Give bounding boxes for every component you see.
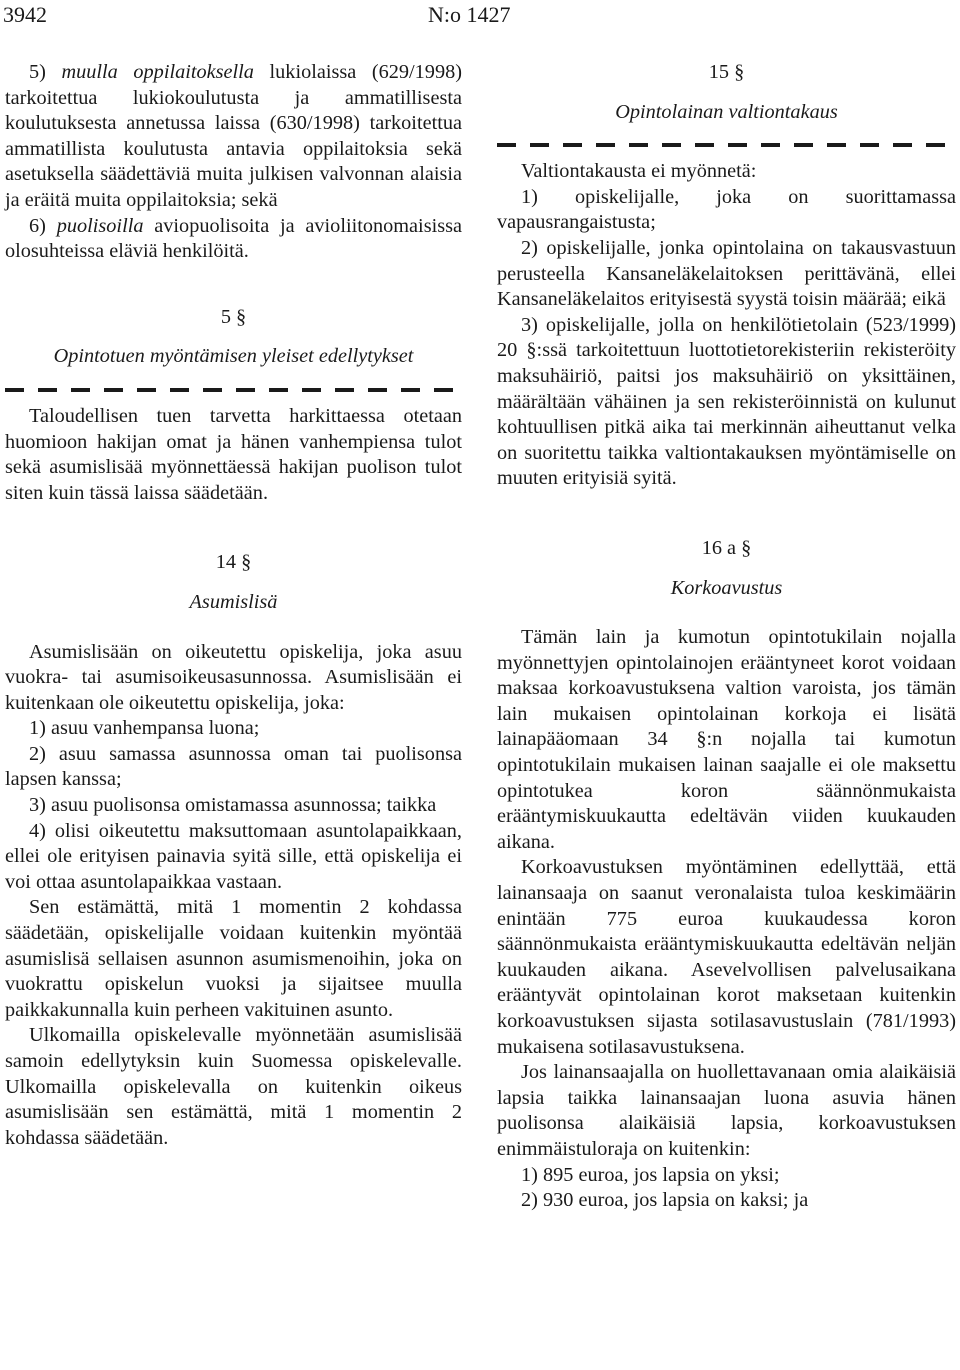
section-paragraph: Tämän lain ja kumotun opintotukilain nojalla myönnettyjen opintolainojen erääntyneet korot voidaan maksaa korkoavustuksena valtion varoista, jos tämän lain mukaisen opintolainan korkoja ei lisätä lainapääomaan 34 §:n nojalla tai kumotun opintotukilain mukaisen lainan saajalle ei ole maksettu opintotukea koron säännönmukaista erääntymiskuukautta edeltävän viiden kuukauden aikana. bbox=[497, 626, 956, 853]
list-item: 4) olisi oikeutettu maksuttomaan asuntolapaikkaan, ellei ole erityisen painavia syitä sille, että opiskelija ei voi ottaa asuntolapaikkaa vastaan. bbox=[5, 819, 462, 893]
section-title: Asumislisä bbox=[189, 590, 278, 613]
list-item: 2) 930 euroa, jos lapsia on kaksi; ja bbox=[521, 1189, 809, 1212]
list-item: 3) asuu puolisonsa omistamassa asunnossa; taikka bbox=[29, 794, 437, 817]
list-item: 3) opiskelijalle, jolla on henkilötietolain (523/1999) 20 §:ssä tarkoitettuun luottotietorekisteriin rekisteröity maksuhäiriö, paitsi jos maksuhäiriö on yksittäinen, määrältään vähäinen ja sen rekisteröinnistä on kulunut kohtuullisen pitkä aika tai merkinnän aiheuttanut velka on suoritettu taikka valtiontakauksen myöntämiselle on muuten erityisiä syitä. bbox=[497, 313, 956, 490]
dashed-separator bbox=[497, 143, 956, 147]
list-item: 1) opiskelijalle, joka on suorittamassa vapausrangaistusta; bbox=[497, 185, 956, 234]
section-number: 14 § bbox=[215, 551, 252, 574]
section-title: Opintotuen myöntämisen yleiset edellytykset bbox=[53, 345, 414, 368]
page-header bbox=[0, 0, 960, 30]
section-paragraph: Korkoavustuksen myöntäminen edellyttää, että lainansaaja on saanut veronalaista tuloa keskimäärin enintään 775 euroa kuukaudessa koron säännönmukaista erääntymiskuukautta edeltävän neljän kuukauden aikana. Asevelvollisen palvelusaikana erääntyvät opintolainan korot maksetaan kuitenkin korkoavustuksen sijasta sotilasavustuslain (781/1993) mukaisena sotilasavustuksena. bbox=[497, 856, 956, 1058]
section-paragraph: Asumislisään on oikeutettu opiskelija, joka asuu vuokra- tai asumisoikeusasunnossa. Asumislisään ei kuitenkaan ole oikeutettu opiskelija, joka: bbox=[5, 640, 462, 714]
issue-number: N:o 1427 bbox=[428, 2, 511, 27]
section-title: Korkoavustus bbox=[670, 576, 783, 599]
page-number: 3942 bbox=[3, 2, 47, 27]
left-column bbox=[5, 60, 462, 1151]
term-italic: puolisoilla bbox=[56, 214, 144, 237]
section-paragraph: Taloudellisen tuen tarvetta harkittaessa otetaan huomioon hakijan omat ja hänen vanhempiensa tulot sekä asumislisää myönnettäessä hakijan puolison tulot siten kuin tässä laissa säädetään. bbox=[5, 404, 462, 504]
definition-item-6: 6) puolisoilla aviopuolisoita ja avioliitonomaisissa olosuhteissa eläviä henkilöitä. bbox=[5, 214, 463, 263]
section-paragraph: Sen estämättä, mitä 1 momentin 2 kohdassa säädetään, opiskelijalle voidaan kuitenkin myöntää asumislisä sellaisen asunnon asumismenoihin, joka on vuokrattu opiskelun vuoksi ja sijaitsee muulla paikkakunnalla kuin perheen vakituinen asunto. bbox=[5, 896, 462, 1021]
section-paragraph: Valtiontakausta ei myönnetä: bbox=[521, 160, 757, 183]
list-item: 2) opiskelijalle, jonka opintolaina on takausvastuun perusteella Kansaneläkelaitoksen perittävänä, ellei Kansaneläkelaitos erityisestä syystä toisin määrää; eikä bbox=[497, 236, 956, 311]
section-number: 15 § bbox=[708, 61, 745, 83]
section-paragraph: Ulkomailla opiskelevalle myönnetään asumislisää samoin edellytyksin kuin Suomessa opiskelevalle. Ulkomailla opiskelevalla on kuitenkin oikeus asumislisään sen estämättä, mitä 1 momentin 2 kohdassa säädetään. bbox=[5, 1024, 462, 1149]
list-item: 2) asuu samassa asunnossa oman tai puolisonsa lapsen kanssa; bbox=[5, 742, 462, 791]
list-item: 1) asuu vanhempansa luona; bbox=[29, 717, 260, 740]
section-title: Opintolainan valtiontakaus bbox=[615, 100, 838, 123]
term-italic: muulla oppilaitoksella bbox=[61, 61, 254, 83]
section-number: 5 § bbox=[220, 305, 247, 328]
list-item: 1) 895 euroa, jos lapsia on yksi; bbox=[521, 1163, 780, 1186]
section-paragraph: Jos lainansaajalla on huollettavanaan omia alaikäisiä lapsia taikka lainansaajan luona asuvia hänen puolisonsa alaikäisiä lapsia, korkoavustuksen enimmäistuloraja on kuitenkin: bbox=[497, 1061, 956, 1160]
right-column bbox=[497, 60, 956, 1214]
section-number: 16 a § bbox=[701, 536, 752, 559]
dashed-separator bbox=[5, 388, 462, 392]
definition-item-5: 5) muulla oppilaitoksella lukiolaissa (629/1998) tarkoitettua lukiokoulutusta ja ammatillisesta koulutuksesta annetussa laissa (630/1998) tarkoitettua ammatillista koulutusta antavia oppilaitoksia sekä asetuksella säädettäviä muita julkisen valvonnan alaisia ja eräitä muita oppilaitoksia; sekä bbox=[5, 61, 462, 211]
